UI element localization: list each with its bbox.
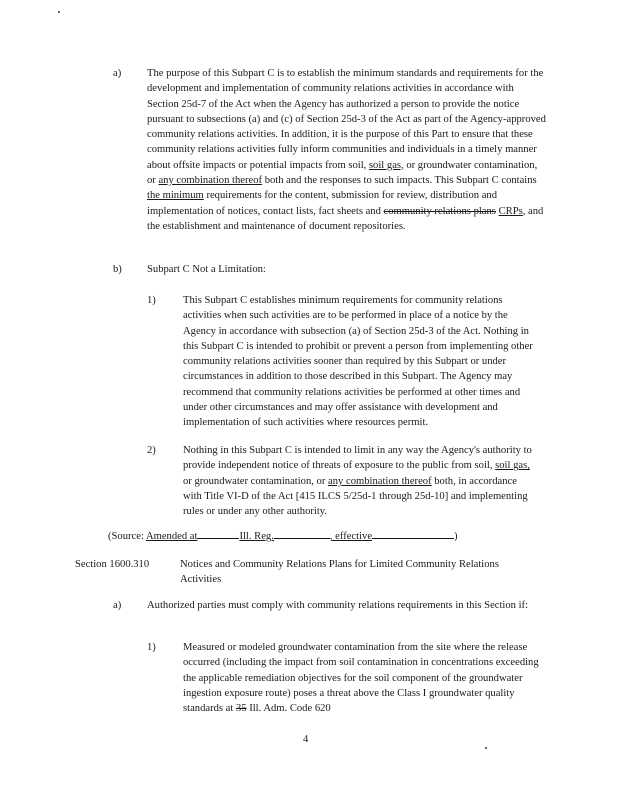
source-note: (Source: Amended at Ill. Reg. , effective ) [108, 527, 528, 544]
sec-a1-label: 1) [147, 642, 156, 653]
para-b-heading: Subpart C Not a Limitation: [147, 264, 266, 275]
page-number: 4 [303, 734, 309, 745]
b1-label: 1) [147, 295, 156, 306]
para-a-label: a) [113, 68, 122, 79]
scan-speck [485, 747, 487, 749]
sec-a1-text: Measured or modeled groundwater contamination from the site where the release occurred (including the impact from soil contamination in concentrations exceeding the applicable remediation objectives for the soil component of the groundwater ingestion exposure route) poses a threat above the Class I groundwater quality standards at 35 Ill. Adm. Code 620 [183, 642, 539, 715]
para-b-label: b) [113, 264, 122, 275]
para-a-text: The purpose of this Subpart C is to establish the minimum standards and requirements for the development and implementation of community relations activities in accordance with Section 25d-7 of the Act when the Agency has authorized a person to provide the notice pursuant to subsections (a) and (c) of Section 25d-3 of the Act as part of the Agency-approved community relations activities. In addition, it is the purpose of this Part to ensure that these community relations activities fully inform communities and individuals in a timely manner about offsite impacts or potential impacts from soil, soil gas, or groundwater contamination, or any combination thereof both and the responses to such impacts. This Subpart C contains the minimum requirements for the content, submission for review, distribution and implementation of notices, contact lists, fact sheets and community relations plans CRPs, and the establishment and maintenance of document repositories. [147, 68, 546, 232]
section-title: Notices and Community Relations Plans for Limited Community Relations Activities [180, 559, 499, 586]
scan-speck [58, 11, 60, 13]
section-number: Section 1600.310 [75, 559, 150, 570]
sec-a-text: Authorized parties must comply with community relations requirements in this Section if: [147, 600, 529, 611]
sec-a-label: a) [113, 600, 122, 611]
b1-text: This Subpart C establishes minimum requirements for community relations activities when such activities are to be performed in place of a notice by the Agency in accordance with subsection (a) of Section 25d-3 of the Act. Nothing in this Subpart C is intended to prohibit or prevent a person from implementing other community relations activities sooner than required by this Subpart or under circumstances in addition to those described in this Subpart. The Agency may recommend that community relations activities be performed at other times and under other circumstances and may offer assistance with development and implementation of such activities where resources permit. [183, 295, 533, 429]
b2-label: 2) [147, 445, 156, 456]
b2-text: Nothing in this Subpart C is intended to limit in any way the Agency's authority to provide independent notice of threats of exposure to the public from soil, soil gas, or groundwater contamination, or any combination thereof both, in accordance with Title VI-D of the Act [415 ILCS 5/25d-1 through 25d-10] and implementing rules or under any other authority. [183, 445, 532, 518]
